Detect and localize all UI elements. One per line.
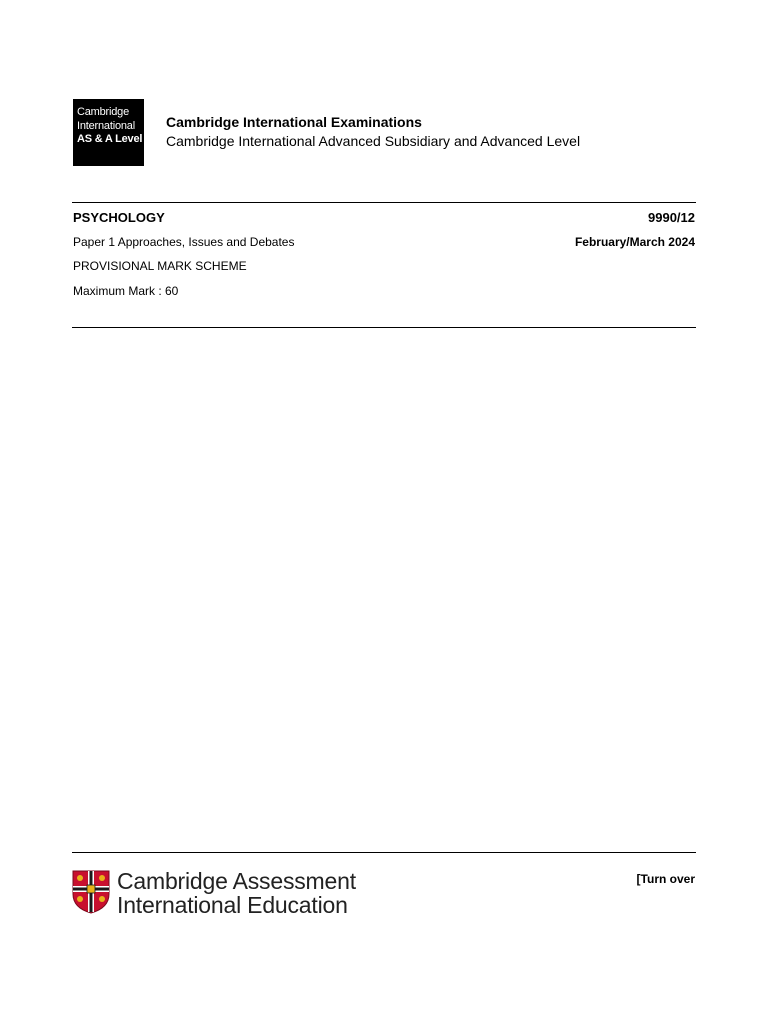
turn-over-label: [Turn over — [636, 872, 695, 886]
header-bottom-divider — [72, 327, 696, 328]
organisation-title: Cambridge International Examinations — [166, 114, 422, 130]
syllabus-code: 9990/12 — [648, 210, 695, 225]
logo-line-1: Cambridge — [77, 106, 130, 118]
paper-title: Paper 1 Approaches, Issues and Debates — [73, 235, 295, 249]
cambridge-assessment-wordmark: Cambridge Assessment — [117, 868, 356, 894]
exam-session: February/March 2024 — [574, 235, 695, 249]
document-type: PROVISIONAL MARK SCHEME — [73, 259, 247, 273]
logo-line-2: International — [77, 119, 135, 132]
cambridge-as-a-level-logo — [73, 99, 144, 166]
subject-name: PSYCHOLOGY — [73, 210, 165, 225]
logo-line-3: AS & A Level — [77, 133, 143, 145]
top-divider — [72, 202, 696, 203]
university-crest-icon — [72, 870, 110, 914]
qualification-subtitle: Cambridge International Advanced Subsidiary and Advanced Level — [166, 133, 581, 149]
international-education-wordmark: International Education — [117, 892, 348, 918]
footer-divider — [72, 852, 696, 853]
maximum-mark: Maximum Mark : 60 — [73, 284, 179, 298]
